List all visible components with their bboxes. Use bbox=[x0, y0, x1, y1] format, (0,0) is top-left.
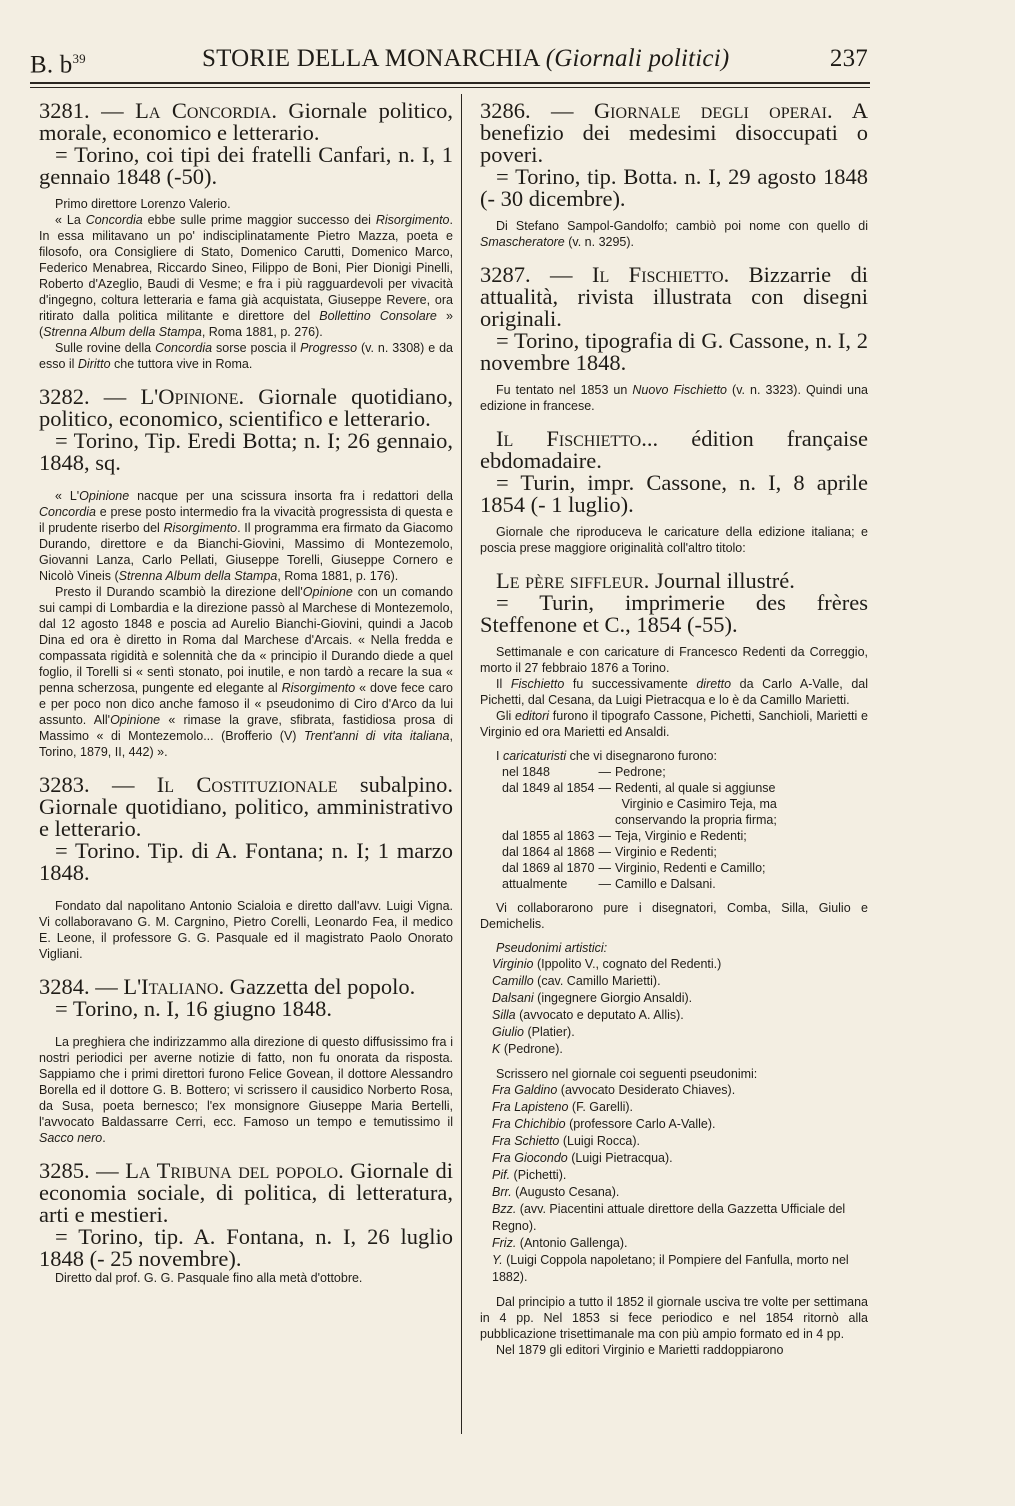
pseudonym-item: Camillo (cav. Camillo Marietti). bbox=[492, 974, 661, 988]
caricaturist-row bbox=[502, 860, 781, 876]
entry-note: Dal principio a tutto il 1852 il giornale usciva tre volte per settimana in 4 pp. Nel 1853 si fece periodico e nel 1854 ritornò alla pubblicazione trisettimanale ma con più ampio formato ed in 4 pp. bbox=[480, 1295, 868, 1341]
entry-3285 bbox=[39, 1160, 453, 1286]
caricaturist-dash: — bbox=[598, 829, 611, 843]
subentry-title: Le père siffleur. Journal illustré. bbox=[496, 568, 795, 593]
left-column bbox=[39, 100, 453, 1286]
caricaturists-table bbox=[502, 764, 781, 892]
caricaturist-names: Redenti, al quale si aggiunse bbox=[614, 781, 776, 795]
caricaturist-row bbox=[502, 764, 781, 780]
entry-note: Settimanale e con caricature di Francesco Redenti da Correggio, morto il 27 febbraio 1876 a Torino. bbox=[480, 645, 868, 675]
entry-3287 bbox=[480, 264, 868, 1358]
entry-publication: = Torino, tip. Botta. n. I, 29 agosto 1848 (- 30 dicembre). bbox=[480, 164, 868, 211]
entry-3286 bbox=[480, 100, 868, 250]
writer-pseudonym-item: Brr. (Augusto Cesana). bbox=[492, 1185, 620, 1199]
entry-note: Il Fischietto fu successivamente diretto da Carlo A-Valle, dal Pichetti, dal Cesana, da Luigi Pietracqua e lo è da Camillo Marietti. bbox=[480, 677, 869, 707]
caricaturist-row bbox=[502, 876, 781, 892]
caricaturist-period: attualmente bbox=[502, 877, 568, 891]
writer-pseudonyms-list bbox=[480, 1082, 868, 1286]
entry-publication: = Torino, n. I, 16 giugno 1848. bbox=[55, 996, 332, 1021]
caricaturist-names: Virginio e Casimiro Teja, ma bbox=[621, 797, 777, 811]
writer-pseudonym-item: Fra Schietto (Luigi Rocca). bbox=[492, 1134, 640, 1148]
caricaturist-names: conservando la propria firma; bbox=[614, 813, 777, 827]
caricaturist-period: dal 1869 al 1870 bbox=[502, 861, 595, 875]
pseudonyms-heading: Pseudonimi artistici: bbox=[496, 941, 608, 955]
pseudonym-item: K (Pedrone). bbox=[492, 1042, 563, 1056]
right-column bbox=[480, 100, 868, 1358]
caricaturist-names: Virginio e Redenti; bbox=[614, 845, 717, 859]
caricaturist-row bbox=[502, 828, 781, 844]
entry-note: Giornale che riproduceva le caricature della edizione italiana; e poscia prese maggiore originalità coll'altro titolo: bbox=[480, 525, 868, 555]
entry-note: « L'Opinione nacque per una scissura insorta fra i redattori della Concordia e prese posto intermedio fra la vivacità progressista di questa e il prudente riserbo del Risorgimento. Il programma era firmato da Giacomo Durando, direttore e da Bianchi-Giovini, Massimo di Montezemolo, Giovanni Lanza, Carlo Pellati, Giuseppe Torelli, Giuseppe Cornero e Nicolò Vineis (Strenna Album della Stampa, Roma 1881, p. 176). bbox=[39, 489, 453, 583]
writer-pseudonym-item: Pif. (Pichetti). bbox=[492, 1168, 567, 1182]
entry-note: Presto il Durando scambiò la direzione dell'Opinione con un comando sui campi di Lombardia e la direzione passò al Marchese di Montezemolo, dal 12 agosto 1848 e poscia ad Aurelio Bianchi-Giovini, quindi a Jacob Dina ed ora è diretto in Roma dal Marchese d'Arcais. « Nella fredda e compassata rigidità e solennità che da « principio il Durando diede a quel foglio, il Torelli si « sentì stonato, poi inutile, e non tardò a recare la sua « penna scherzosa, pungente ed elegante al Risorgimento « dove fece caro e per poco non dico anche famoso il « pseudonimo di Ciro d'Arco da lui assunto. All'Opinione « rimase la grave, sfibrata, fastidiosa prosa di Massimo « di Montezemolo... (Brofferio (V) Trent'anni di vita italiana, Torino, 1879, II, 442) ». bbox=[39, 585, 453, 759]
entry-3281 bbox=[39, 100, 453, 372]
entry-note: Vi collaborarono pure i disegnatori, Comba, Silla, Giulio e Demichelis. bbox=[480, 901, 868, 931]
header-rule bbox=[30, 82, 870, 84]
writer-pseudonym-item: Fra Giocondo (Luigi Pietracqua). bbox=[492, 1151, 673, 1165]
caricaturist-row bbox=[502, 844, 781, 860]
subentry-publication: = Turin, impr. Cassone, n. I, 8 aprile 1854 (- 1 luglio). bbox=[480, 470, 868, 517]
entry-title: 3284. — L'Italiano. Gazzetta del popolo. bbox=[39, 974, 416, 999]
caricaturist-period: dal 1855 al 1863 bbox=[502, 829, 595, 843]
entry-title: 3282. — L'Opinione. Giornale quotidiano, politico, economico, scientifico e letterario. bbox=[39, 384, 453, 431]
entry-publication: = Torino, tip. A. Fontana, n. I, 26 luglio 1848 (- 25 novembre). bbox=[39, 1224, 453, 1271]
entry-note: Sulle rovine della Concordia sorse poscia il Progresso (v. n. 3308) e da esso il Diritto che tuttora vive in Roma. bbox=[39, 341, 453, 371]
entry-note: La preghiera che indirizzammo alla direzione di questo diffusissimo fra i nostri periodici per averne notizie di fatto, non fu onorata da risposta. Sappiamo che i primi direttori furono Felice Govean, il dottore Alessandro Borella ed il dottore G. B. Bottero; vi scrissero il causidico Norberto Rosa, da Susa, poeta bernesco; l'ex monsignore Giuseppe Maria Bertelli, l'avvocato Baldassarre Cerri, ecc. Famoso un tempo e temutissimo il Sacco nero. bbox=[39, 1035, 453, 1145]
entry-note: Fu tentato nel 1853 un Nuovo Fischietto (v. n. 3323). Quindi una edizione in francese. bbox=[480, 383, 868, 413]
caricaturist-row bbox=[502, 796, 781, 812]
caricaturist-dash bbox=[598, 796, 615, 812]
entry-note: « La Concordia ebbe sulle prime maggior successo dei Risorgimento. In essa militavano un po' indisciplinatamente Pietro Mazza, poeta e filosofo, ora Consigliere di Stato, Domenico Carutti, Domenico Marco, Federico Menabrea, Riccardo Sineo, Filippo de Boni, Pier Dionigi Pinelli, Roberto d'Azeglio, Baudi di Vesme; e fra i più ragguardevoli per vivacità d'ingegno, coltura letteraria e fama già acquistata, Giuseppe Revere, ora ritirato dalla politica militante e direttore del Bollettino Consolare » (Strenna Album della Stampa, Roma 1881, p. 276). bbox=[39, 213, 453, 339]
caricaturist-names: Teja, Virginio e Redenti; bbox=[614, 829, 747, 843]
subentry-title: Il Fischietto... édition française ebdomadaire. bbox=[480, 426, 868, 473]
caricaturist-row bbox=[502, 812, 781, 828]
pseudonym-item: Silla (avvocato e deputato A. Allis). bbox=[492, 1008, 684, 1022]
entry-title: 3285. — La Tribuna del popolo. Giornale di economia sociale, di politica, di letteratura, arti e mestieri. bbox=[39, 1158, 453, 1227]
entry-3282 bbox=[39, 386, 453, 760]
writer-pseudonym-item: Fra Galdino (avvocato Desiderato Chiaves). bbox=[492, 1083, 736, 1097]
entry-title: 3287. — Il Fischietto. Bizzarrie di attualità, rivista illustrata con disegni originali. bbox=[480, 262, 868, 331]
entry-publication: = Torino, Tip. Eredi Botta; n. I; 26 gennaio, 1848, sq. bbox=[39, 428, 453, 475]
writer-pseudonym-item: Fra Lapisteno (F. Garelli). bbox=[492, 1100, 634, 1114]
entry-note: Fondato dal napolitano Antonio Scialoia e diretto dall'avv. Luigi Vigna. Vi collaboravano G. M. Cargnino, Pietro Corelli, Leonardo Fea, il medico E. Leone, il professore G. G. Pasquale ed il magistrato Paolo Onorato Vigliani. bbox=[39, 899, 453, 961]
column-divider bbox=[461, 94, 462, 1434]
page-number: 237 bbox=[829, 45, 868, 72]
pseudonyms-list bbox=[480, 956, 868, 1058]
entry-note: Primo direttore Lorenzo Valerio. bbox=[55, 197, 231, 211]
caricaturist-dash: — bbox=[598, 781, 611, 795]
writer-pseudonym-item: Friz. (Antonio Gallenga). bbox=[492, 1236, 628, 1250]
subentry-publication: = Turin, imprimerie des frères Steffenone et C., 1854 (-55). bbox=[480, 590, 868, 637]
entry-3283 bbox=[39, 774, 453, 962]
writer-pseudonym-item: Fra Chichibio (professore Carlo A-Valle). bbox=[492, 1117, 716, 1131]
caricaturist-period bbox=[502, 796, 598, 812]
writers-heading: Scrissero nel giornale coi seguenti pseudonimi: bbox=[496, 1067, 758, 1081]
entry-note: Di Stefano Sampol-Gandolfo; cambiò poi nome con quello di Smascheratore (v. n. 3295). bbox=[480, 219, 868, 249]
caricaturist-period: nel 1848 bbox=[502, 765, 550, 779]
entry-title: 3281. — La Concordia. Giornale politico, morale, economico e letterario. bbox=[39, 98, 453, 145]
caricaturist-names: Virginio, Redenti e Camillo; bbox=[614, 861, 766, 875]
pseudonym-item: Dalsani (ingegnere Giorgio Ansaldi). bbox=[492, 991, 693, 1005]
entry-3284 bbox=[39, 976, 453, 1146]
entry-note: Diretto dal prof. G. G. Pasquale fino alla metà d'ottobre. bbox=[55, 1271, 363, 1285]
caricaturist-dash bbox=[598, 812, 615, 828]
caricaturist-dash: — bbox=[598, 861, 611, 875]
caricaturists-heading: I caricaturisti che vi disegnarono furono: bbox=[496, 749, 717, 763]
entry-title: 3286. — Giornale degli operai. A benefizio dei medesimi disoccupati o poveri. bbox=[480, 98, 869, 167]
header-rule-thin bbox=[30, 87, 870, 88]
entry-publication: = Torino, coi tipi dei fratelli Canfari, n. I, 1 gennaio 1848 (-50). bbox=[39, 142, 453, 189]
caricaturist-names: Pedrone; bbox=[614, 765, 666, 779]
entry-note: Nel 1879 gli editori Virginio e Marietti raddoppiarono bbox=[496, 1343, 784, 1357]
pseudonym-item: Virginio (Ippolito V., cognato del Redenti.) bbox=[492, 957, 722, 971]
caricaturist-period bbox=[502, 812, 598, 828]
caricaturist-row bbox=[502, 780, 781, 796]
caricaturist-dash: — bbox=[598, 765, 611, 779]
running-title: STORIE DELLA MONARCHIA (Giornali politici) bbox=[202, 45, 730, 72]
writer-pseudonym-item: Bzz. (avv. Piacentini attuale direttore della Gazzetta Ufficiale del Regno). bbox=[492, 1202, 846, 1233]
caricaturist-dash: — bbox=[598, 877, 611, 891]
caricaturist-period: dal 1849 al 1854 bbox=[502, 781, 595, 795]
caricaturist-dash: — bbox=[598, 845, 611, 859]
caricaturist-names: Camillo e Dalsani. bbox=[614, 877, 716, 891]
caricaturist-period: dal 1864 al 1868 bbox=[502, 845, 595, 859]
writer-pseudonym-item: Y. (Luigi Coppola napoletano; il Pompiere del Fanfulla, morto nel 1882). bbox=[492, 1253, 849, 1284]
entry-title: 3283. — Il Costituzionale subalpino. Giornale quotidiano, politico, amministrativo e letterario. bbox=[39, 772, 454, 841]
entry-publication: = Torino, tipografia di G. Cassone, n. I, 2 novembre 1848. bbox=[480, 328, 868, 375]
entry-note: Gli editori furono il tipografo Cassone, Pichetti, Sanchioli, Marietti e Virginio ed ora Marietti ed Ansaldi. bbox=[480, 709, 869, 739]
entry-publication: = Torino. Tip. di A. Fontana; n. I; 1 marzo 1848. bbox=[39, 838, 453, 885]
pseudonym-item: Giulio (Platier). bbox=[492, 1025, 575, 1039]
signature-mark: B. $b^{39}$ bbox=[30, 51, 86, 79]
